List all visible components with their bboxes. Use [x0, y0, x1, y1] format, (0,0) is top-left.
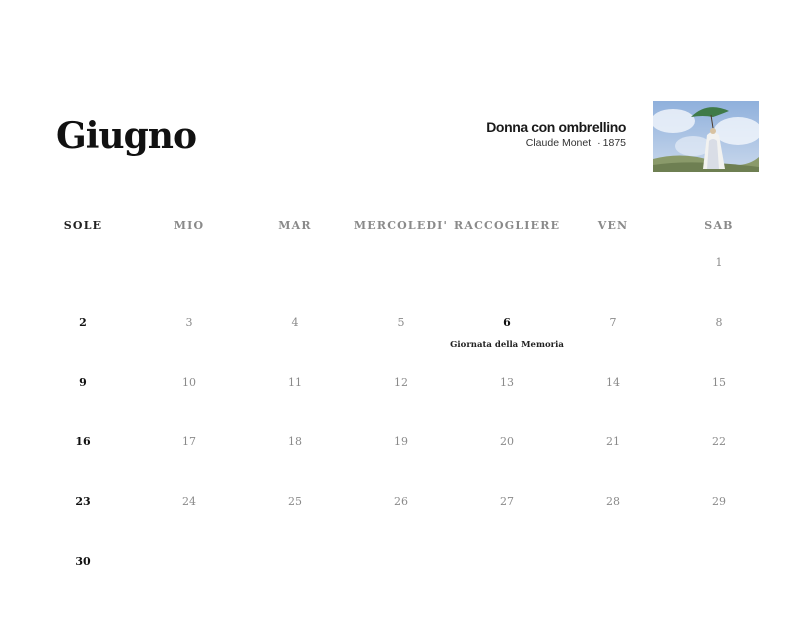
artwork-separator: ·: [597, 137, 601, 149]
day-cell[interactable]: 21: [606, 435, 620, 449]
day-cell[interactable]: 4: [291, 315, 299, 329]
artwork-info: [486, 119, 626, 149]
day-cell[interactable]: 2: [79, 315, 87, 329]
day-cell[interactable]: 24: [182, 495, 196, 509]
weekday-header: [30, 219, 772, 235]
day-cell[interactable]: 22: [712, 435, 726, 449]
painting-image: [653, 101, 759, 172]
day-cell[interactable]: 19: [394, 435, 408, 449]
day-cell[interactable]: 26: [394, 495, 408, 509]
weekday-label: MERCOLEDI': [353, 219, 449, 232]
day-cell[interactable]: 16: [75, 435, 91, 449]
day-cell[interactable]: 8: [715, 315, 723, 329]
day-cell[interactable]: 23: [75, 495, 91, 509]
day-cell[interactable]: 3: [185, 315, 193, 329]
day-cell[interactable]: 7: [609, 315, 617, 329]
month-title: Giugno: [56, 115, 196, 157]
day-cell[interactable]: 25: [288, 495, 302, 509]
weekday-label: SOLE: [63, 219, 103, 232]
weekday-label: SAB: [704, 219, 734, 232]
calendar-grid: [30, 250, 772, 610]
weekday-label: MIO: [173, 219, 205, 232]
day-cell[interactable]: 11: [288, 375, 302, 389]
day-cell[interactable]: 28: [606, 495, 620, 509]
day-cell[interactable]: 14: [606, 375, 620, 389]
day-cell[interactable]: 6: [503, 315, 511, 329]
artwork-title: Donna con ombrellino: [486, 119, 626, 135]
day-cell[interactable]: 5: [397, 315, 405, 329]
day-cell[interactable]: 17: [182, 435, 196, 449]
day-cell[interactable]: 29: [712, 495, 726, 509]
day-cell[interactable]: 10: [182, 375, 196, 389]
artwork-thumbnail: [653, 101, 759, 172]
day-cell[interactable]: 1: [715, 256, 723, 269]
day-cell[interactable]: 12: [394, 375, 408, 389]
day-cell[interactable]: 9: [79, 375, 87, 389]
weekday-label: VEN: [597, 219, 629, 232]
event-label: Giornata della Memoria: [450, 339, 564, 350]
day-cell[interactable]: 15: [712, 375, 726, 389]
day-cell[interactable]: 20: [500, 435, 514, 449]
artwork-year: 1875: [602, 137, 626, 149]
day-cell[interactable]: 27: [500, 495, 514, 509]
day-cell[interactable]: 13: [500, 375, 514, 389]
weekday-label: RACCOGLIERE: [454, 219, 561, 232]
day-cell[interactable]: 18: [288, 435, 302, 449]
artwork-artist: Claude Monet: [525, 137, 592, 149]
day-cell[interactable]: 30: [75, 555, 91, 568]
artwork-meta: [486, 137, 626, 149]
weekday-label: MAR: [278, 219, 312, 232]
